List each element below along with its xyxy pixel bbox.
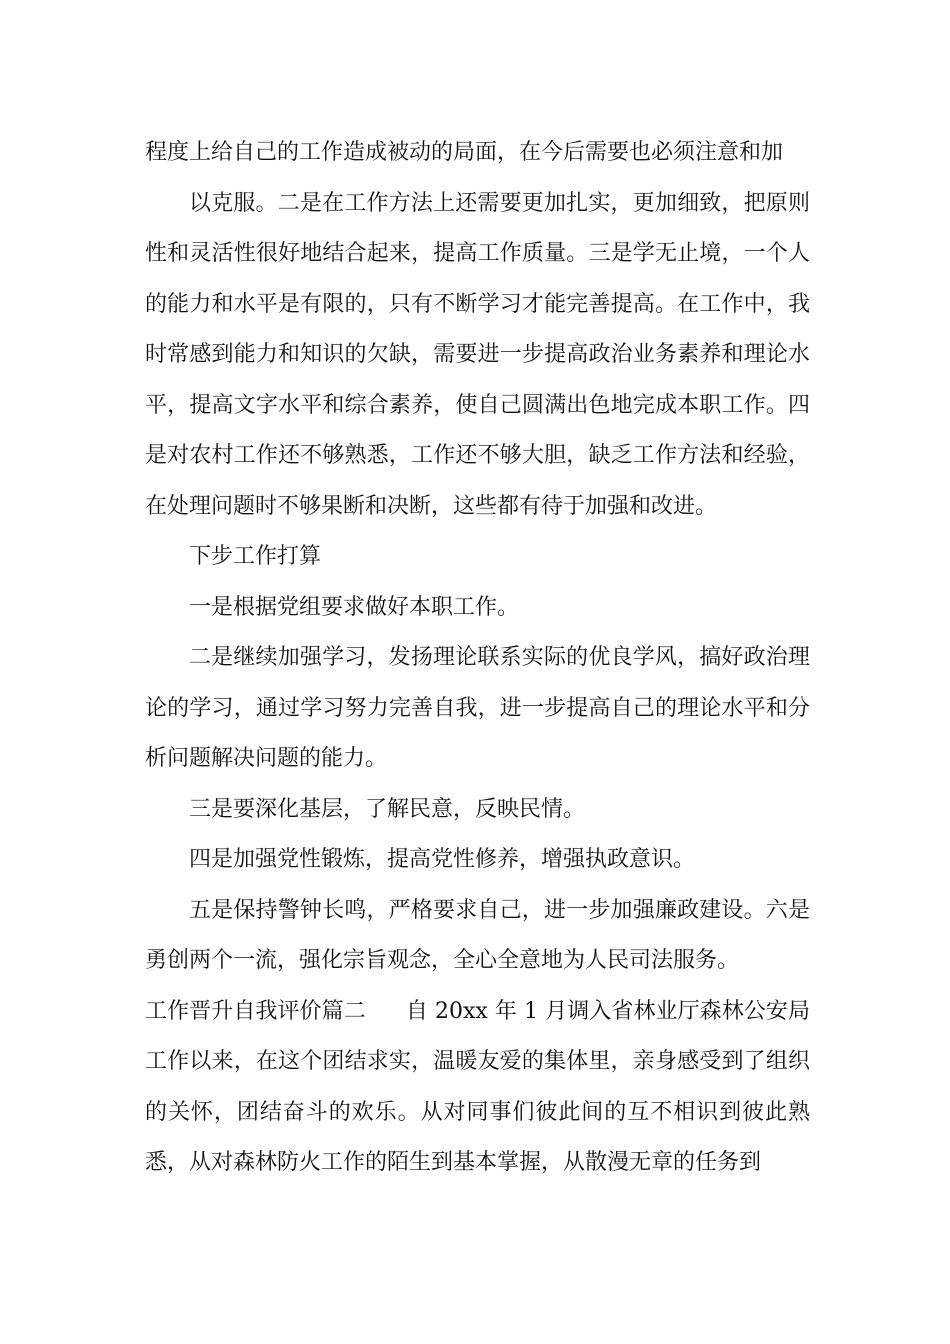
- paragraph-item-4: 四是加强党性锻炼，提高党性修养，增强执政意识。: [189, 847, 696, 872]
- paragraph-2: 以克服。二是在工作方法上还需要更加扎实，更加细致，把原则性和灵活性很好地结合起来，提高工作质量。三是学无止境，一个人的能力和水平是有限的，只有不断学习才能完善提高。在工作中，我时常感到能力和知识的欠缺，需要进一步提高政治业务素养和理论水平，提高文字水平和综合素养，使自己圆满出色地完成本职工作。四是对农村工作还不够熟悉，工作还不够大胆，缺乏工作方法和经验，在处理问题时不够果断和决断，这些都有待于加强和改进。: [145, 190, 810, 519]
- paragraph-item-3: 三是要深化基层，了解民意，反映民情。: [189, 796, 586, 822]
- paragraph-1: 程度上给自己的工作造成被动的局面，在今后需要也必须注意和加: [145, 140, 784, 165]
- document-body: [145, 128, 810, 1189]
- paragraph-item-5: 五是保持警钟长鸣，严格要求自己，进一步加强廉政建设。六是勇创两个一流，强化宗旨观念，全心全意地为人民司法服务。: [145, 897, 810, 973]
- paragraph-item-2: 二是继续加强学习，发扬理论联系实际的优良学风，搞好政治理论的学习，通过学习努力完善自我，进一步提高自己的理论水平和分析问题解决问题的能力。: [145, 645, 810, 771]
- section-heading: 工作晋升自我评价篇二: [145, 998, 366, 1024]
- paragraph-next-steps-heading: 下步工作打算: [189, 544, 322, 569]
- section-body: 自 20xx 年 1 月调入省林业厅森林公安局工作以来，在这个团结求实，温暖友爱的集体里，亲身感受到了组织的关怀，团结奋斗的欢乐。从对同事们彼此间的互不相识到彼此熟悉，从对森林防火工作的陌生到基本掌握，从散漫无章的任务到: [145, 998, 810, 1175]
- section-paragraph: [145, 987, 810, 1189]
- paragraph-item-1: 一是根据党组要求做好本职工作。: [189, 594, 520, 620]
